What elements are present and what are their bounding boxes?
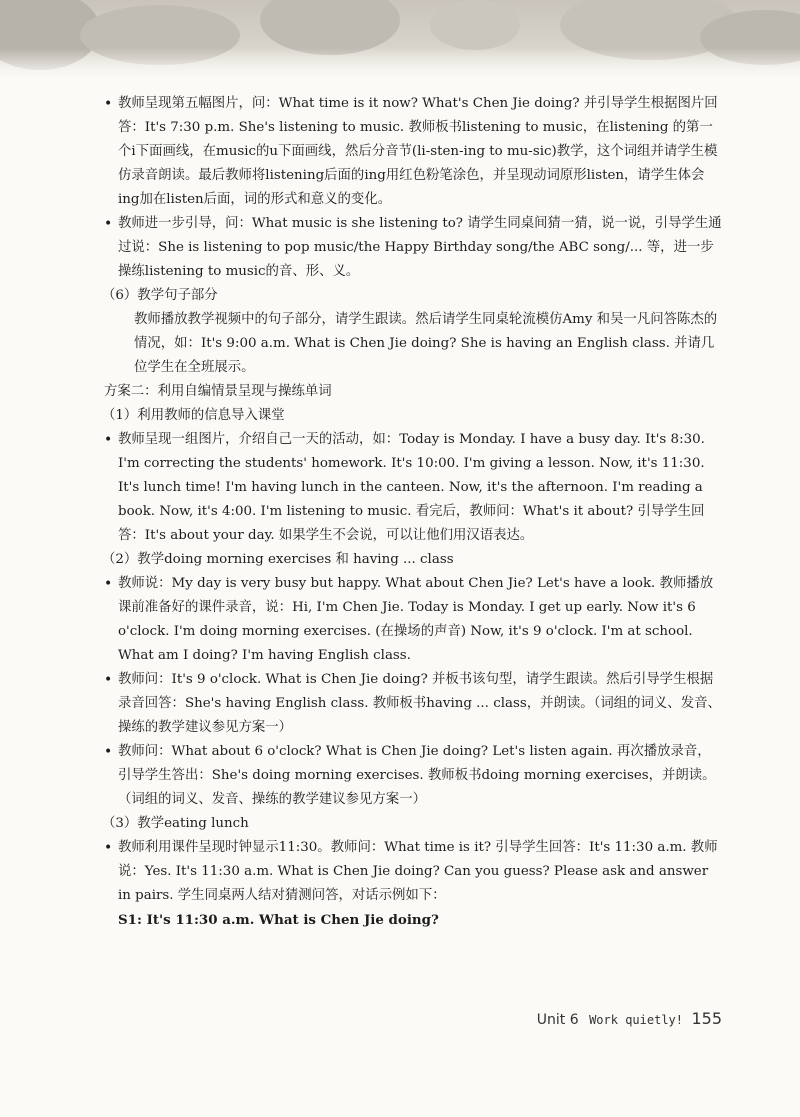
section-heading: （2）教学doing morning exercises 和 having ... class — [102, 552, 454, 567]
section-heading: （6）教学句子部分 — [102, 288, 218, 303]
bullet-paragraph: • 教师问：It's 9 o'clock. What is Chen Jie doing? 并板书该句型，请学生跟读。然后引导学生根据录音回答：She's having English class. 教师板书having ... class，并朗读。（词组的词义、发音、操练的教学建议参见方案一） — [104, 668, 724, 740]
bullet-paragraph: • 教师问：What about 6 o'clock? What is Chen Jie doing? Let's listen again. 再次播放录音，引导学生答出：She's doing morning exercises. 教师板书doing morning exercises，并朗读。（词组的词义、发音、操练的教学建议参见方案一） — [104, 740, 724, 812]
indented-paragraph: 教师播放教学视频中的句子部分，请学生跟读。然后请学生同桌轮流模仿Amy 和吴一凡问答陈杰的情况，如：It's 9:00 a.m. What is Chen Jie doing? She is having an English class. 并请几位学生在全班展示。 — [134, 312, 718, 375]
plan-heading: 方案二：利用自编情景呈现与操练单词 — [104, 384, 332, 399]
section-heading: （3）教学eating lunch — [102, 816, 249, 831]
footer-unit-title: Work quietly! — [589, 1013, 683, 1027]
banner-decoration — [260, 0, 400, 55]
page-body — [104, 92, 724, 932]
header-banner-image — [0, 0, 800, 78]
page-number: 155 — [691, 1009, 722, 1028]
bullet-paragraph: • 教师利用课件呈现时钟显示11:30。教师问：What time is it? 引导学生回答：It's 11:30 a.m. 教师说：Yes. It's 11:30 a.m. What is Chen Jie doing? Can you guess? Please ask and answer in pairs. 学生同桌两人结对猜测问答，对话示例如下： — [104, 836, 724, 908]
bullet-paragraph: • 教师说：My day is very busy but happy. What about Chen Jie? Let's have a look. 教师播放课前准备好的课件录音，说：Hi, I'm Chen Jie. Today is Monday. I get up early. Now it's 6 o'clock. I'm doing morning exercises. (在操场的声音) Now, it's 9 o'clock. I'm at school. What am I doing? I'm having English class. — [104, 572, 724, 668]
footer-unit: Unit 6 — [536, 1012, 579, 1028]
page-footer — [537, 1009, 722, 1028]
banner-decoration — [430, 0, 520, 50]
dialog-line: S1: It's 11:30 a.m. What is Chen Jie doing? — [118, 912, 439, 928]
section-heading: （1）利用教师的信息导入课堂 — [102, 408, 285, 423]
bullet-paragraph: • 教师呈现第五幅图片，问：What time is it now? What's Chen Jie doing? 并引导学生根据图片回答：It's 7:30 p.m. She's listening to music. 教师板书listening to music，在listening 的第一个i下面画线，在music的u下面画线，然后分音节(li-sten-ing to mu-sic)教学，这个词组并请学生模仿录音朗读。最后教师将listening后面的ing用红色粉笔涂色，并呈现动词原形listen，请学生体会ing加在listen后面，词的形式和意义的变化。 — [104, 92, 724, 212]
bullet-paragraph: • 教师呈现一组图片，介绍自己一天的活动，如：Today is Monday. I have a busy day. It's 8:30. I'm correcting the students' homework. It's 10:00. I'm giving a lesson. Now, it's 11:30. It's lunch time! I'm having lunch in the canteen. Now, it's the afternoon. I'm reading a book. Now, it's 4:00. I'm listening to music. 看完后，教师问：What's it about? 引导学生回答：It's about your day. 如果学生不会说，可以让他们用汉语表达。 — [104, 428, 724, 548]
bullet-paragraph: • 教师进一步引导，问：What music is she listening to? 请学生同桌间猜一猜，说一说，引导学生通过说：She is listening to pop music/the Happy Birthday song/the ABC song/... 等，进一步操练listening to music的音、形、义。 — [104, 212, 724, 284]
